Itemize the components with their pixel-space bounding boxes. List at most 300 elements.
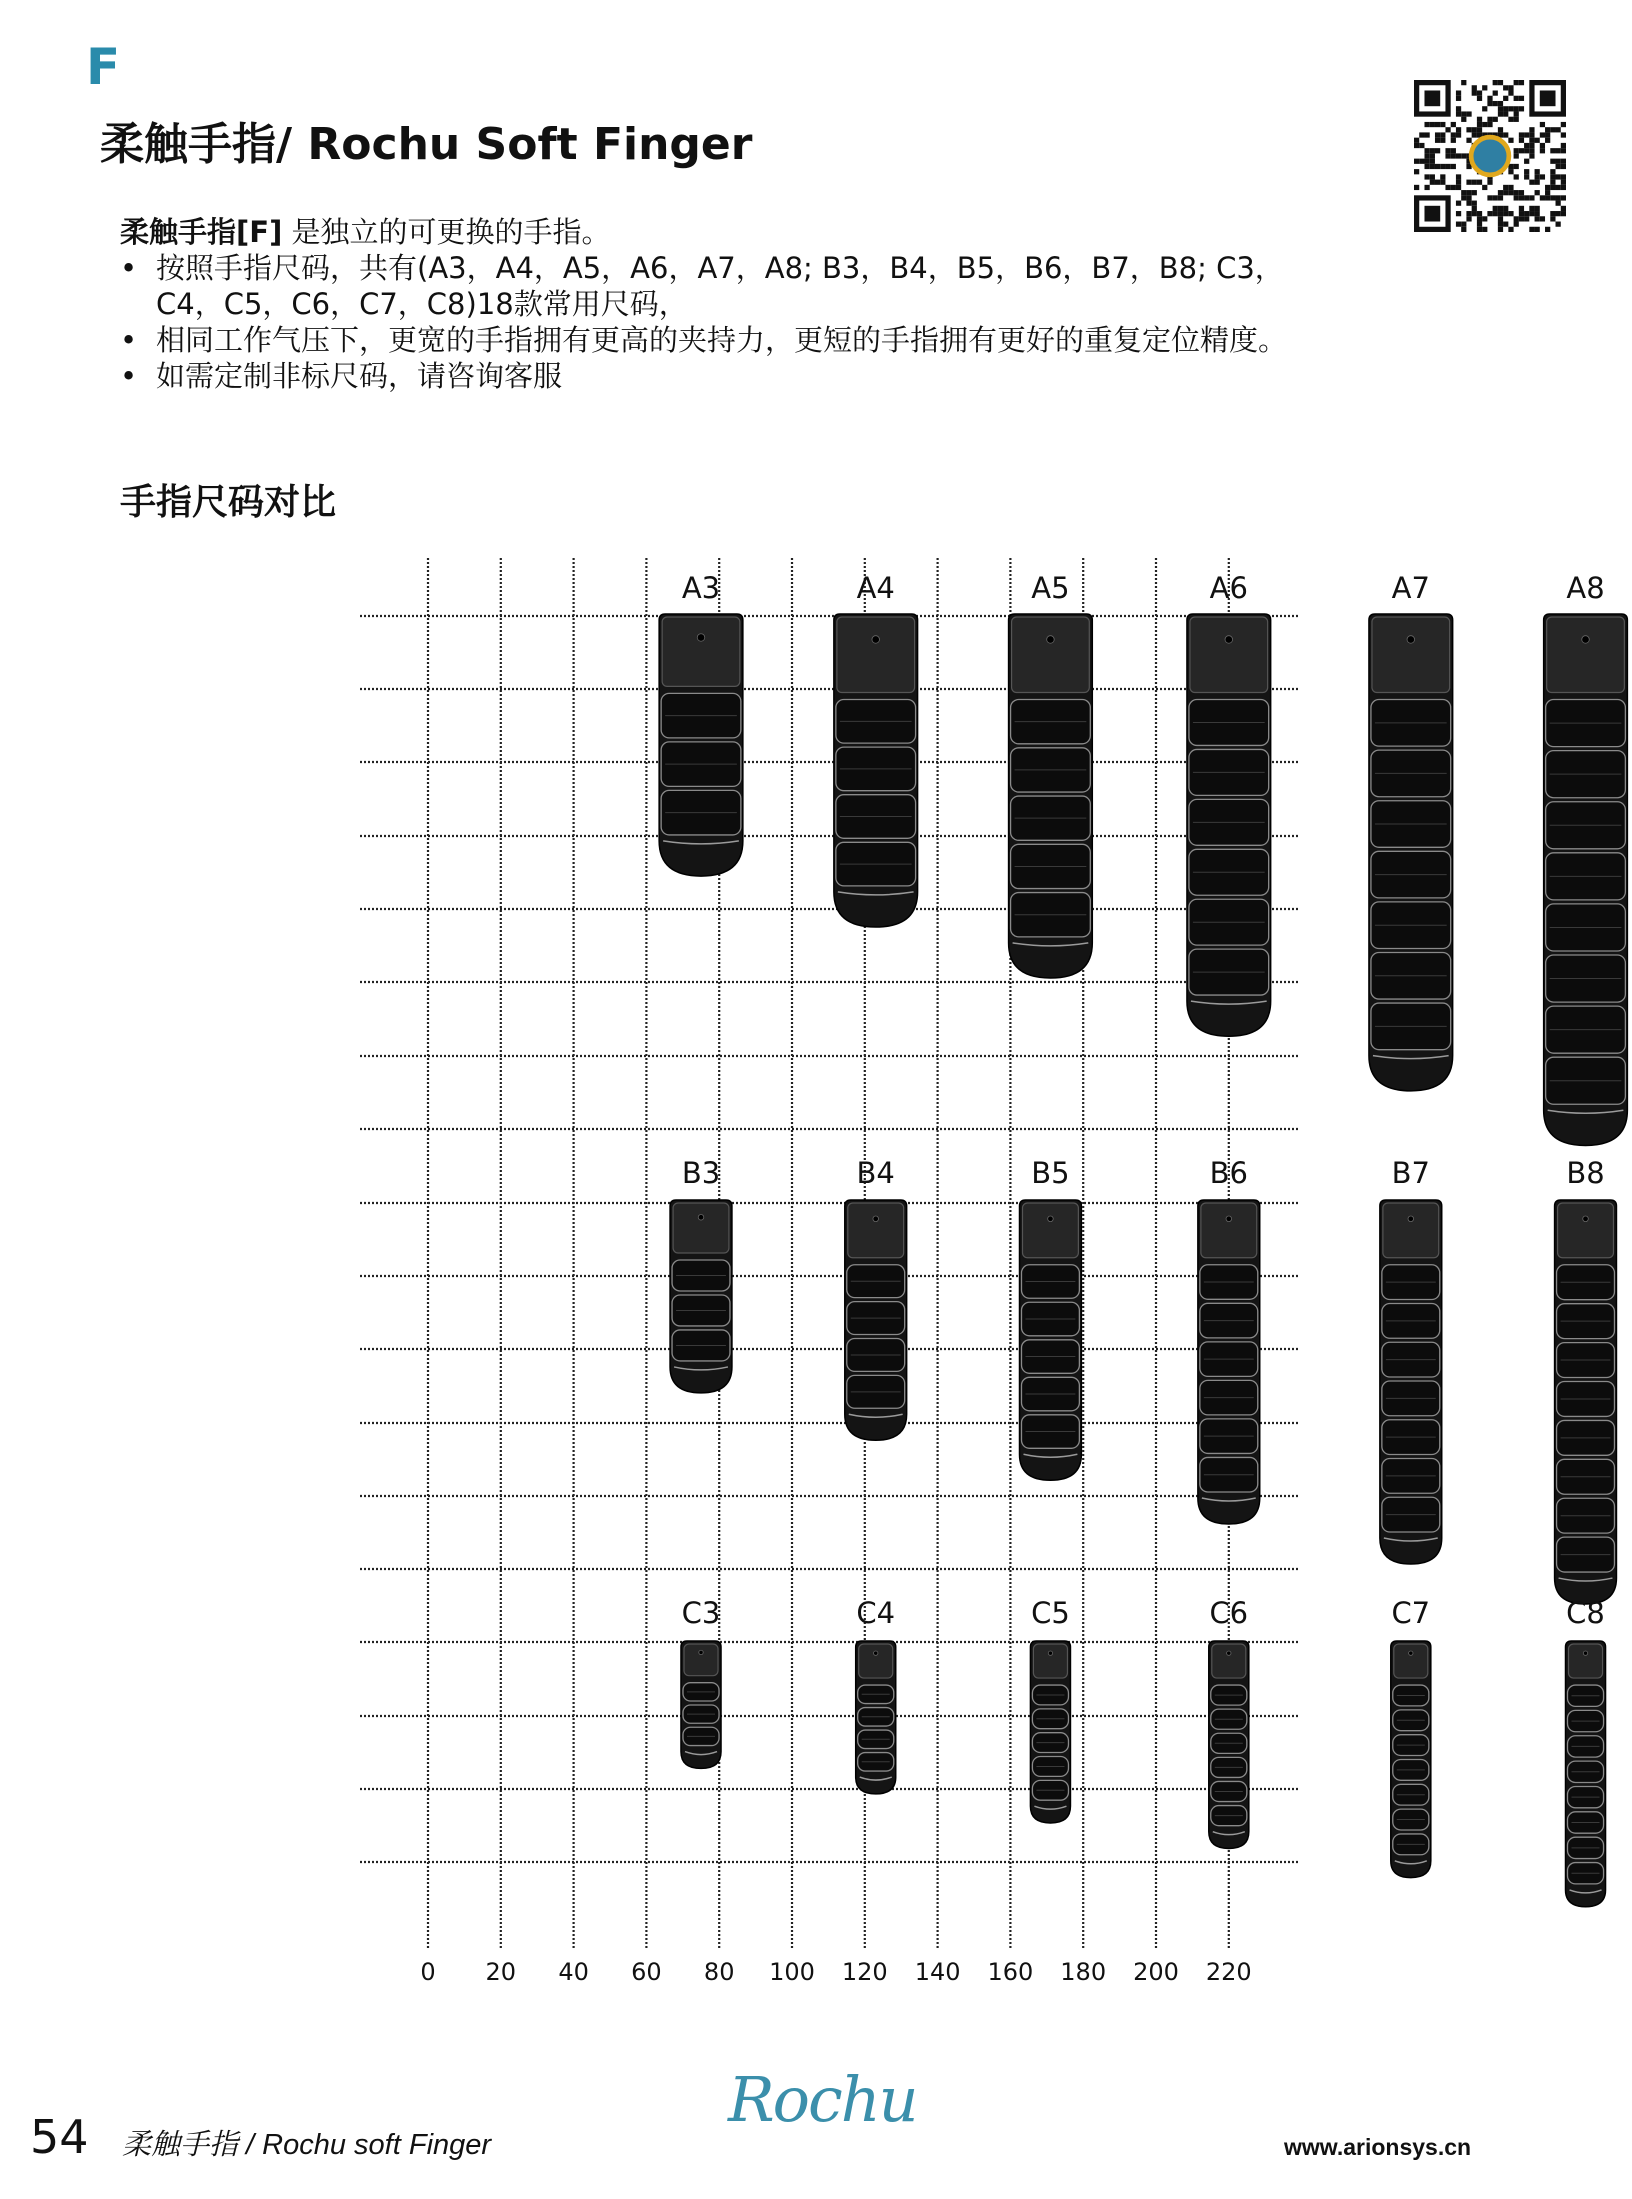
qr-module [1456,153,1461,158]
qr-module [1550,180,1555,185]
qr-module [1482,185,1487,190]
footer-website: www.arionsys.cn [1284,2134,1472,2160]
qr-module [1545,190,1550,195]
qr-module [1508,117,1513,122]
qr-module [1451,138,1456,143]
finger-base [1012,617,1090,693]
qr-module [1556,211,1561,216]
qr-module [1514,190,1519,195]
qr-module [1493,117,1498,122]
qr-module [1477,180,1482,185]
qr-module [1519,106,1524,111]
qr-module [1529,206,1534,211]
qr-module [1519,138,1524,143]
qr-module [1556,174,1561,179]
qr-module [1529,143,1534,148]
qr-module [1414,169,1419,174]
qr-module [1561,122,1566,127]
qr-module [1545,185,1550,190]
qr-module [1535,174,1540,179]
finger-mount-hole [1583,1651,1587,1655]
qr-module [1482,216,1487,221]
qr-module [1456,185,1461,190]
finger-mount-hole [1407,636,1415,644]
qr-module [1435,122,1440,127]
qr-module [1550,169,1555,174]
qr-module [1561,211,1566,216]
finger-base [1212,1644,1246,1678]
finger-size-chart [360,548,1605,1998]
finger-base [837,617,915,693]
qr-module [1529,132,1534,137]
qr-module [1508,211,1513,216]
qr-module [1524,148,1529,153]
qr-module [1466,201,1471,206]
qr-module [1440,132,1445,137]
finger-mount-hole [1409,1651,1413,1655]
qr-module [1556,127,1561,132]
qr-module [1550,148,1555,153]
qr-module [1535,206,1540,211]
finger-mount-hole [1048,1651,1052,1655]
qr-module [1487,180,1492,185]
x-tick-label: 160 [987,1958,1034,1986]
qr-module [1466,127,1471,132]
finger-a3 [659,614,743,876]
qr-module [1440,180,1445,185]
finger-a6 [1187,614,1271,1036]
finger-base [1033,1644,1067,1678]
section-heading: 手指尺码对比 [120,482,337,523]
qr-module [1445,164,1450,169]
qr-module [1472,180,1477,185]
finger-mount-hole [1225,636,1233,644]
finger-label: A3 [681,571,721,605]
qr-module [1556,185,1561,190]
qr-module [1482,122,1487,127]
qr-module [1424,122,1429,127]
qr-module [1514,117,1519,122]
x-tick-label: 140 [914,1958,961,1986]
qr-module [1424,132,1429,137]
x-tick-label: 60 [631,1958,662,1986]
qr-module [1535,216,1540,221]
rochu-logo: Rochu [728,2063,917,2136]
qr-module [1451,153,1456,158]
intro-block [120,214,1350,394]
qr-module [1503,185,1508,190]
qr-module [1435,164,1440,169]
qr-module [1514,195,1519,200]
finger-label: A4 [856,571,895,605]
qr-module [1503,106,1508,111]
finger-label: B6 [1209,1156,1248,1190]
qr-module [1440,122,1445,127]
qr-module [1550,159,1555,164]
qr-module [1524,174,1529,179]
qr-module [1430,159,1435,164]
qr-module [1556,148,1561,153]
qr-module [1550,211,1555,216]
qr-module [1424,159,1429,164]
x-tick-label: 120 [841,1958,888,1986]
qr-module [1487,211,1492,216]
qr-module [1414,159,1419,164]
qr-module [1456,174,1461,179]
qr-module [1424,164,1429,169]
finger-base [1558,1203,1614,1258]
qr-module [1445,127,1450,132]
x-tick-label: 180 [1060,1958,1107,1986]
qr-module [1503,111,1508,116]
qr-module [1535,190,1540,195]
qr-module [1519,148,1524,153]
qr-module [1466,211,1471,216]
finger-label: B7 [1391,1156,1430,1190]
finger-c6 [1209,1641,1249,1848]
qr-module [1430,148,1435,153]
qr-module [1535,211,1540,216]
finger-a5 [1009,614,1093,978]
qr-module [1529,153,1534,158]
qr-module [1482,227,1487,232]
qr-module [1556,195,1561,200]
qr-module [1535,180,1540,185]
finger-mount-hole [698,1215,704,1221]
finger-base [1190,617,1268,693]
qr-module [1561,195,1566,200]
qr-module [1524,211,1529,216]
finger-label: C5 [1031,1596,1070,1630]
qr-module [1466,195,1471,200]
qr-module [1487,195,1492,200]
qr-module [1524,216,1529,221]
qr-module [1529,195,1534,200]
qr-module [1435,180,1440,185]
footer-page-number: 54 [30,2110,89,2164]
qr-module [1529,211,1534,216]
qr-module [1514,222,1519,227]
qr-finder-core [1424,90,1440,106]
finger-base [1547,617,1625,693]
qr-module [1419,143,1424,148]
qr-module [1519,206,1524,211]
qr-module [1514,153,1519,158]
finger-mount-hole [699,1650,703,1654]
qr-module [1493,206,1498,211]
qr-module [1519,132,1524,137]
qr-module [1430,174,1435,179]
qr-module [1477,117,1482,122]
finger-mount-hole [874,1651,878,1655]
qr-module [1508,227,1513,232]
finger-base [1569,1644,1603,1678]
qr-module [1519,216,1524,221]
intro-lead-text: 是独立的可更换的手指。 [282,215,611,249]
qr-module [1419,159,1424,164]
qr-module [1529,227,1534,232]
qr-module [1456,180,1461,185]
finger-c3 [681,1641,721,1768]
qr-module [1508,185,1513,190]
qr-module [1472,190,1477,195]
qr-module [1482,85,1487,90]
qr-module [1508,90,1513,95]
qr-module [1445,153,1450,158]
finger-label: C3 [681,1596,721,1630]
intro-bullets [120,250,1350,394]
finger-label: C4 [856,1596,896,1630]
qr-module [1498,127,1503,132]
qr-module [1466,216,1471,221]
qr-code-icon [1414,80,1566,232]
qr-module [1556,201,1561,206]
finger-base [1383,1203,1439,1258]
qr-module [1508,190,1513,195]
qr-module [1445,148,1450,153]
qr-module [1477,122,1482,127]
qr-module [1519,211,1524,216]
finger-label: A7 [1391,571,1430,605]
qr-module [1556,159,1561,164]
qr-module [1456,211,1461,216]
qr-module [1477,127,1482,132]
qr-module [1487,101,1492,106]
qr-module [1456,106,1461,111]
finger-base [1201,1203,1257,1258]
finger-label: A5 [1031,571,1070,605]
qr-module [1556,222,1561,227]
qr-module [1514,174,1519,179]
qr-module [1456,90,1461,95]
finger-a8 [1544,614,1628,1145]
x-tick-label: 200 [1133,1958,1179,1986]
qr-module [1508,106,1513,111]
finger-label: C6 [1209,1596,1249,1630]
qr-module [1424,174,1429,179]
qr-module [1435,132,1440,137]
qr-module [1487,122,1492,127]
finger-label: B5 [1031,1156,1070,1190]
qr-module [1556,164,1561,169]
finger-mount-hole [1583,1216,1589,1222]
qr-module [1514,164,1519,169]
qr-module [1498,211,1503,216]
qr-module [1493,90,1498,95]
qr-module [1472,85,1477,90]
qr-module [1493,101,1498,106]
qr-module [1524,143,1529,148]
qr-module [1414,143,1419,148]
qr-module [1529,180,1534,185]
qr-module [1456,127,1461,132]
intro-lead [120,214,1350,250]
qr-module [1508,85,1513,90]
qr-module [1435,138,1440,143]
finger-a7 [1369,614,1453,1091]
finger-c7 [1391,1641,1431,1878]
finger-label: B8 [1566,1156,1605,1190]
qr-finder-core [1424,206,1440,222]
qr-module [1456,201,1461,206]
qr-module [1503,222,1508,227]
qr-module [1561,159,1566,164]
finger-mount-hole [1226,1216,1232,1222]
qr-module [1524,132,1529,137]
qr-module [1440,174,1445,179]
qr-module [1498,227,1503,232]
qr-module [1498,80,1503,85]
qr-module [1503,132,1508,137]
qr-module [1550,185,1555,190]
qr-module [1498,106,1503,111]
qr-module [1461,227,1466,232]
qr-module [1524,195,1529,200]
finger-base [662,617,740,686]
qr-module [1435,148,1440,153]
finger-base [684,1644,718,1676]
qr-module [1493,211,1498,216]
qr-module [1561,174,1566,179]
intro-bullet: • 相同工作气压下，更宽的手指拥有更高的夹持力，更短的手指拥有更好的重复定位精度。 [120,322,1350,358]
intro-bullet: • 按照手指尺码，共有(A3，A4，A5，A6，A7，A8; B3，B4，B5，B6，B7，B8; C3，C4，C5，C6，C7，C8)18款常用尺码， [120,250,1350,322]
finger-b6 [1198,1200,1260,1524]
finger-a4 [834,614,918,927]
qr-module [1451,132,1456,137]
qr-module [1477,96,1482,101]
qr-module [1477,227,1482,232]
qr-module [1430,164,1435,169]
qr-module [1440,164,1445,169]
finger-label: C8 [1566,1596,1605,1630]
qr-module [1540,132,1545,137]
finger-label: A6 [1209,571,1248,605]
qr-module [1535,138,1540,143]
finger-base [859,1644,893,1678]
qr-module [1456,132,1461,137]
qr-module [1545,132,1550,137]
qr-module [1466,190,1471,195]
qr-module [1514,111,1519,116]
qr-module [1535,227,1540,232]
qr-module [1514,148,1519,153]
finger-mount-hole [1227,1651,1231,1655]
qr-module [1498,195,1503,200]
qr-module [1545,195,1550,200]
qr-module [1529,127,1534,132]
qr-module [1477,211,1482,216]
x-tick-label: 80 [703,1958,735,1986]
finger-mount-hole [1408,1216,1414,1222]
qr-module [1498,206,1503,211]
qr-module [1545,127,1550,132]
qr-module [1545,138,1550,143]
qr-module [1477,90,1482,95]
qr-module [1461,111,1466,116]
qr-center-logo [1471,137,1509,175]
qr-module [1540,122,1545,127]
qr-module [1451,148,1456,153]
x-tick-label: 20 [485,1958,517,1986]
intro-lead-bold: 柔触手指[F] [120,215,283,249]
qr-module [1451,185,1456,190]
x-tick-label: 40 [558,1958,589,1986]
qr-module [1529,138,1534,143]
qr-module [1466,138,1471,143]
finger-base [673,1203,729,1253]
qr-module [1550,127,1555,132]
qr-module [1461,117,1466,122]
qr-module [1424,153,1429,158]
qr-module [1466,180,1471,185]
qr-module [1561,164,1566,169]
qr-module [1424,148,1429,153]
qr-module [1550,216,1555,221]
section-letter: F [86,38,121,96]
qr-module [1451,122,1456,127]
qr-module [1503,190,1508,195]
qr-module [1498,101,1503,106]
qr-module [1503,211,1508,216]
finger-mount-hole [1047,636,1055,644]
finger-mount-hole [697,634,705,642]
qr-module [1487,96,1492,101]
qr-module [1514,106,1519,111]
qr-module [1472,132,1477,137]
finger-b7 [1380,1200,1442,1564]
qr-module [1445,185,1450,190]
qr-module [1540,216,1545,221]
qr-module [1540,148,1545,153]
finger-base [1394,1644,1428,1678]
qr-module [1430,153,1435,158]
qr-module [1540,195,1545,200]
x-tick-label: 220 [1205,1958,1252,1986]
qr-module [1545,227,1550,232]
qr-module [1461,195,1466,200]
qr-module [1498,216,1503,221]
qr-module [1529,148,1534,153]
finger-mount-hole [873,1216,879,1222]
finger-mount-hole [872,636,880,644]
finger-base [1023,1203,1079,1258]
qr-module [1524,159,1529,164]
page-title: 柔触手指/ Rochu Soft Finger [100,119,753,170]
qr-module [1493,195,1498,200]
qr-module [1461,190,1466,195]
finger-label: B4 [856,1156,895,1190]
qr-module [1466,111,1471,116]
qr-module [1477,222,1482,227]
qr-module [1498,222,1503,227]
qr-module [1524,169,1529,174]
qr-module [1456,222,1461,227]
qr-module [1430,180,1435,185]
finger-b4 [845,1200,907,1440]
qr-module [1519,190,1524,195]
qr-module [1451,164,1456,169]
qr-module [1540,143,1545,148]
qr-module [1519,96,1524,101]
qr-module [1414,138,1419,143]
qr-module [1508,169,1513,174]
qr-module [1498,190,1503,195]
finger-mount-hole [1582,636,1590,644]
x-tick-label: 100 [769,1958,815,1986]
qr-module [1456,111,1461,116]
finger-c4 [856,1641,896,1794]
qr-module [1472,211,1477,216]
